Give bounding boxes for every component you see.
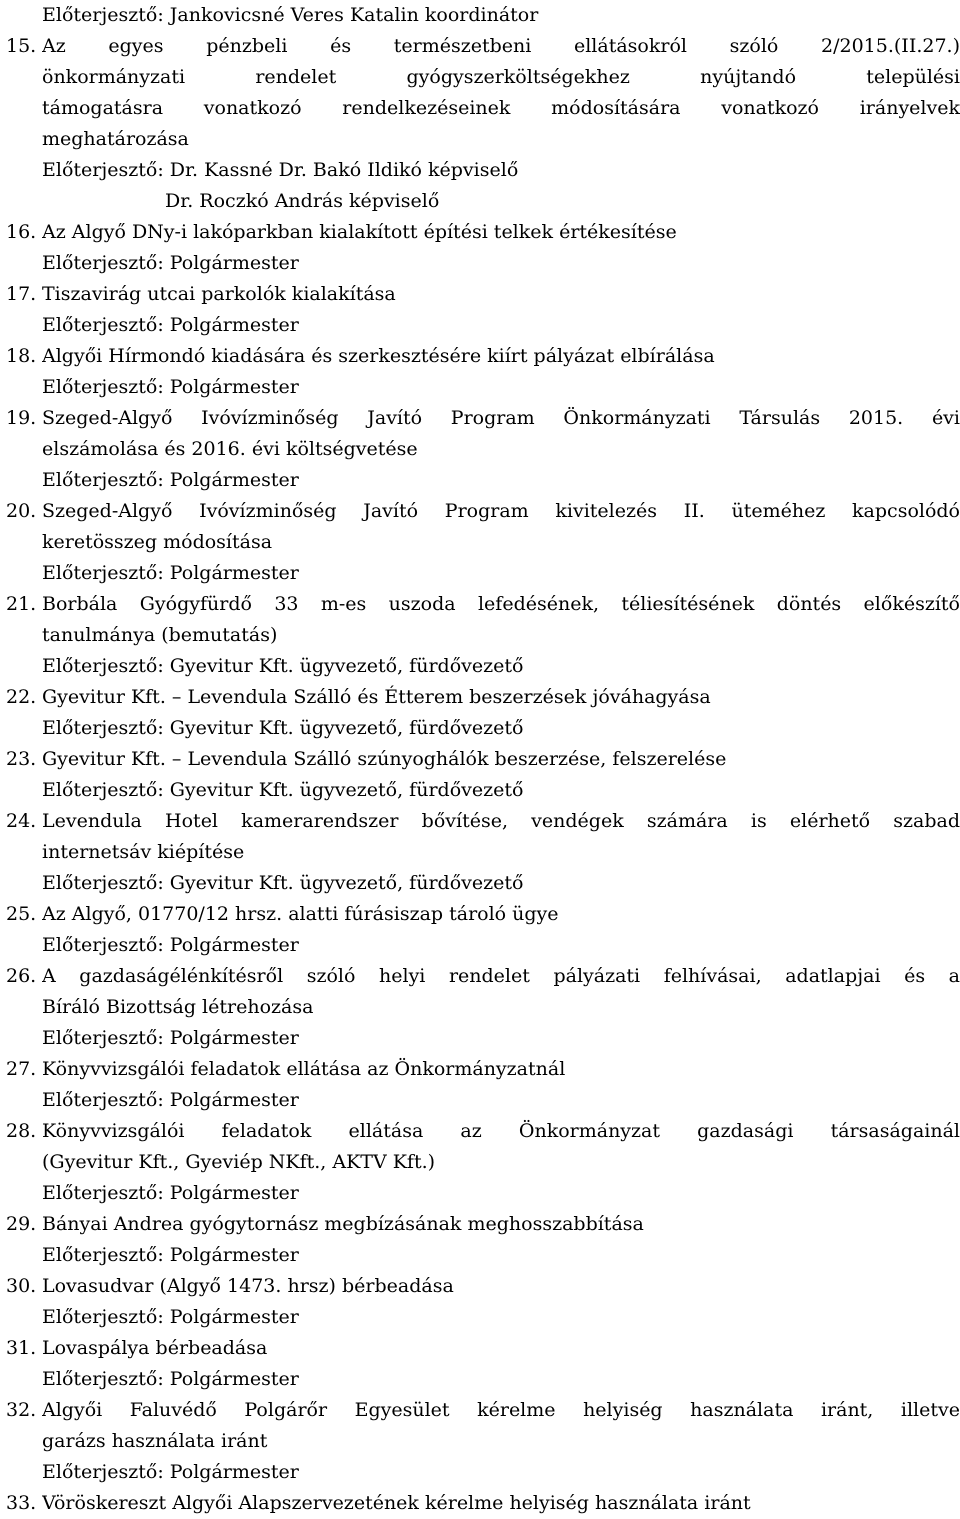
item-title: Levendula Hotel kamerarendszer bővítése, vendégek számára is elérhető szabad [42, 810, 960, 832]
item-title: Könyvvizsgálói feladatok ellátása az Önkormányzat gazdasági társaságainál [42, 1120, 960, 1142]
item-title: Gyevitur Kft. – Levendula Szálló és Étterem beszerzések jóváhagyása [42, 686, 711, 708]
item-title: Algyői Hírmondó kiadására és szerkesztésére kiírt pályázat elbírálása [42, 345, 715, 367]
item-title: Algyői Faluvédő Polgárőr Egyesület kérelme helyiség használata iránt, illetve [42, 1399, 960, 1421]
item-title: Tiszavirág utcai parkolók kialakítása [42, 283, 396, 305]
presenter-line: Előterjesztő: Polgármester [42, 1306, 299, 1328]
item-title: Az Algyő DNy-i lakóparkban kialakított építési telkek értékesítése [42, 221, 677, 243]
presenter-line: Előterjesztő: Polgármester [42, 1182, 299, 1204]
agenda-item-27 [6, 1054, 960, 1085]
item-number: 26. [6, 965, 37, 987]
presenter-line-secondary: Dr. Roczkó András képviselő [165, 190, 440, 212]
item-title: Lovaspálya bérbeadása [42, 1337, 268, 1359]
item-title: Lovasudvar (Algyő 1473. hrsz) bérbeadása [42, 1275, 454, 1297]
presenter-line: Előterjesztő: Gyevitur Kft. ügyvezető, fürdővezető [42, 872, 524, 894]
presenter-line: Előterjesztő: Polgármester [42, 376, 299, 398]
agenda-item-29 [6, 1209, 960, 1240]
item-number: 19. [6, 407, 37, 429]
presenter-line: Előterjesztő: Polgármester [42, 1244, 299, 1266]
item-number: 15. [6, 35, 37, 57]
item-title-continued: Bíráló Bizottság létrehozása [42, 996, 314, 1018]
presenter-line: Előterjesztő: Polgármester [42, 469, 299, 491]
item-number: 20. [6, 500, 37, 522]
item-number: 32. [6, 1399, 37, 1421]
agenda-item-30 [6, 1271, 960, 1302]
item-number: 33. [6, 1492, 37, 1514]
presenter-line: Előterjesztő: Polgármester [42, 1089, 299, 1111]
item-title-continued: internetsáv kiépítése [42, 841, 245, 863]
item-title: Az Algyő, 01770/12 hrsz. alatti fúrásiszap tároló ügye [42, 903, 559, 925]
agenda-item-32 [6, 1395, 960, 1426]
item-title-continued: (Gyevitur Kft., Gyeviép NKft., AKTV Kft.) [42, 1151, 436, 1173]
agenda-item-20 [6, 496, 960, 527]
agenda-item-23 [6, 744, 960, 775]
agenda-item-33 [6, 1488, 960, 1519]
item-number: 22. [6, 686, 37, 708]
item-number: 21. [6, 593, 37, 615]
item-title: Könyvvizsgálói feladatok ellátása az Önkormányzatnál [42, 1058, 566, 1080]
item-title: Vöröskereszt Algyői Alapszervezetének kérelme helyiség használata iránt [42, 1492, 751, 1514]
agenda-item-31 [6, 1333, 960, 1364]
item-title: Az egyes pénzbeli és természetbeni ellátásokról szóló 2/2015.(II.27.) [42, 35, 960, 57]
item-number: 23. [6, 748, 37, 770]
agenda-item-22 [6, 682, 960, 713]
item-title-continued: garázs használata iránt [42, 1430, 268, 1452]
item-title: Bányai Andrea gyógytornász megbízásának meghosszabbítása [42, 1213, 644, 1235]
agenda-item-24 [6, 806, 960, 837]
item-title-continued: önkormányzati rendelet gyógyszerköltségekhez nyújtandó települési [42, 66, 960, 88]
agenda-item-18 [6, 341, 960, 372]
presenter-line: Előterjesztő: Jankovicsné Veres Katalin koordinátor [42, 4, 539, 26]
agenda-item-17 [6, 279, 960, 310]
item-title-continued: meghatározása [42, 128, 189, 150]
item-number: 27. [6, 1058, 37, 1080]
item-title: Szeged-Algyő Ivóvízminőség Javító Program kivitelezés II. üteméhez kapcsolódó [42, 500, 960, 522]
item-number: 28. [6, 1120, 37, 1142]
presenter-line: Előterjesztő: Gyevitur Kft. ügyvezető, fürdővezető [42, 779, 524, 801]
agenda-item-25 [6, 899, 960, 930]
agenda-item-21 [6, 589, 960, 620]
item-title-continued: tanulmánya (bemutatás) [42, 624, 278, 646]
item-number: 17. [6, 283, 37, 305]
presenter-line: Előterjesztő: Polgármester [42, 1461, 299, 1483]
presenter-line: Előterjesztő: Polgármester [42, 1368, 299, 1390]
item-title: Szeged-Algyő Ivóvízminőség Javító Program Önkormányzati Társulás 2015. évi [42, 407, 960, 429]
item-number: 25. [6, 903, 37, 925]
item-number: 24. [6, 810, 37, 832]
presenter-line: Előterjesztő: Dr. Kassné Dr. Bakó Ildikó képviselő [42, 159, 519, 181]
item-number: 16. [6, 221, 37, 243]
agenda-item-15 [6, 31, 960, 62]
agenda-item-26 [6, 961, 960, 992]
item-title: A gazdaságélénkítésről szóló helyi rendelet pályázati felhívásai, adatlapjai és a [42, 965, 960, 987]
item-number: 29. [6, 1213, 37, 1235]
item-title-continued: támogatásra vonatkozó rendelkezéseinek módosítására vonatkozó irányelvek [42, 97, 960, 119]
presenter-line: Előterjesztő: Polgármester [42, 252, 299, 274]
item-title: Borbála Gyógyfürdő 33 m-es uszoda lefedésének, téliesítésének döntés előkészítő [42, 593, 960, 615]
presenter-line: Előterjesztő: Gyevitur Kft. ügyvezető, fürdővezető [42, 717, 524, 739]
agenda-item-16 [6, 217, 960, 248]
item-number: 31. [6, 1337, 37, 1359]
presenter-line: Előterjesztő: Polgármester [42, 1027, 299, 1049]
presenter-line: Előterjesztő: Gyevitur Kft. ügyvezető, fürdővezető [42, 655, 524, 677]
presenter-line: Előterjesztő: Polgármester [42, 562, 299, 584]
item-number: 30. [6, 1275, 37, 1297]
item-title-continued: elszámolása és 2016. évi költségvetése [42, 438, 418, 460]
agenda-item-19 [6, 403, 960, 434]
item-number: 18. [6, 345, 37, 367]
item-title-continued: keretösszeg módosítása [42, 531, 273, 553]
presenter-line: Előterjesztő: Polgármester [42, 934, 299, 956]
agenda-item-28 [6, 1116, 960, 1147]
item-title: Gyevitur Kft. – Levendula Szálló szúnyoghálók beszerzése, felszerelése [42, 748, 727, 770]
presenter-line: Előterjesztő: Polgármester [42, 314, 299, 336]
